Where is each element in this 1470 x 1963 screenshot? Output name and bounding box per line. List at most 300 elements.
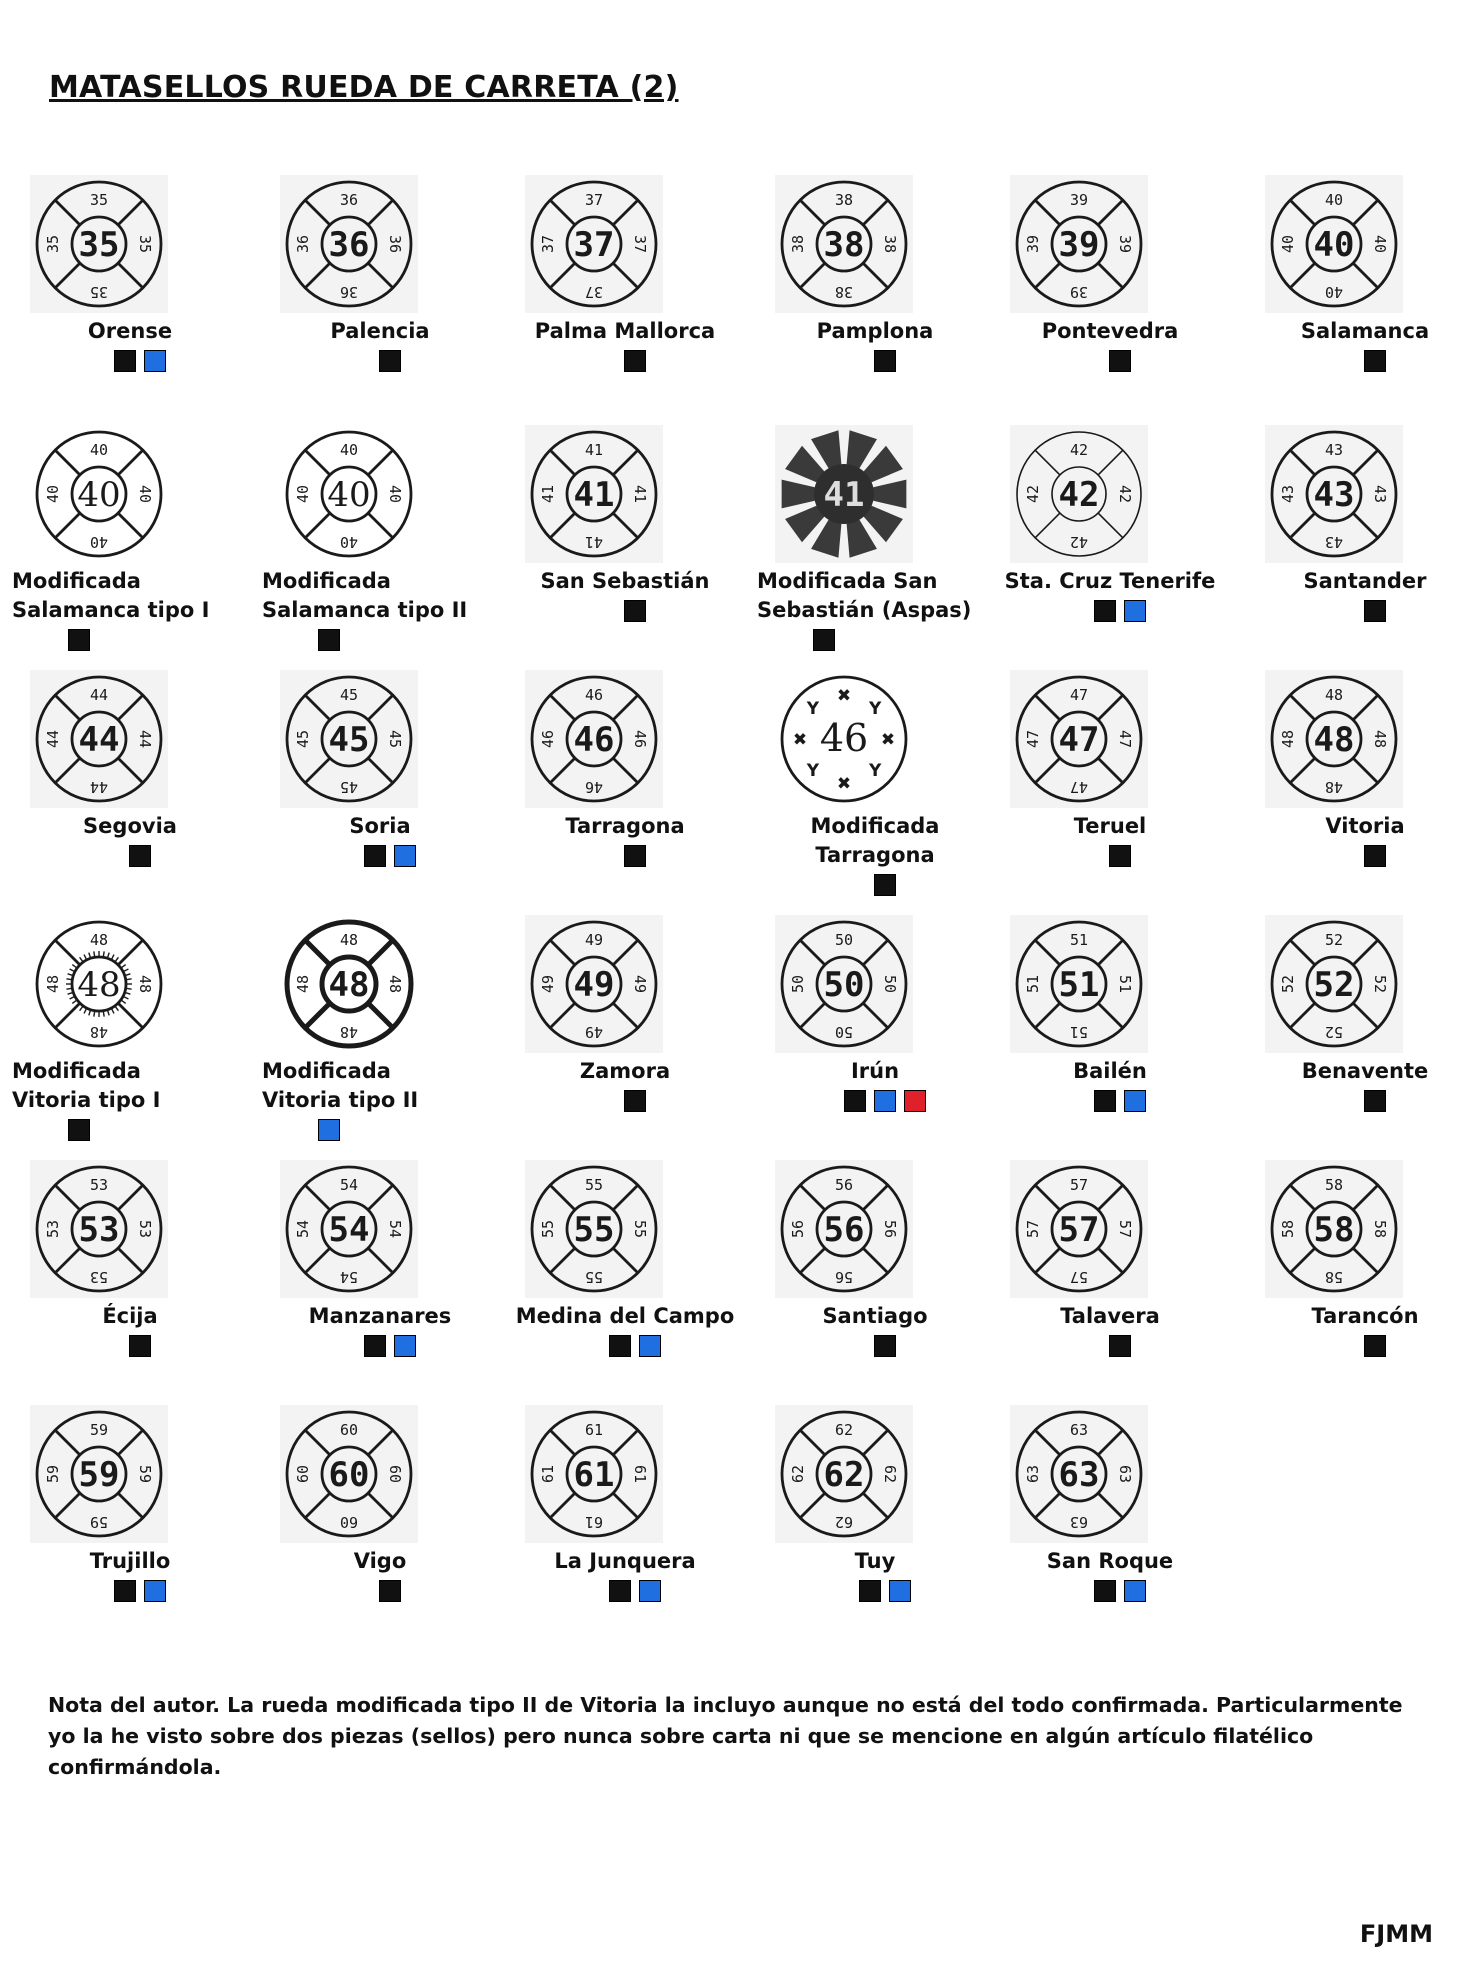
postmark-small-number: 52 xyxy=(1324,931,1344,949)
postmark-small-number: 35 xyxy=(89,283,109,301)
place-name-line: Modificada San xyxy=(757,569,938,593)
ink-colors xyxy=(624,600,646,624)
postmark-drawing xyxy=(287,922,411,1046)
postmark-place-name xyxy=(260,1302,500,1331)
postmark-entry xyxy=(990,175,1230,415)
place-name-line: Tarragona xyxy=(815,843,935,867)
postmark-small-number: 41 xyxy=(584,533,604,551)
postmark-drawing xyxy=(782,1167,906,1291)
place-name-line: Irún xyxy=(850,1059,900,1083)
postmark-drawing xyxy=(287,1412,411,1536)
postmark-small-number: 37 xyxy=(539,234,557,254)
postmark-entry xyxy=(505,915,745,1155)
black-ink-swatch xyxy=(844,1090,866,1112)
postmark-image xyxy=(30,425,168,563)
postmark-small-number: 51 xyxy=(1069,1023,1089,1041)
postmark-small-number: 57 xyxy=(1069,1268,1089,1286)
postmark-small-number: 51 xyxy=(1024,974,1042,994)
postmark-image xyxy=(1010,1405,1148,1543)
postmark-place-name xyxy=(755,317,995,346)
postmark-small-number: 40 xyxy=(1324,191,1344,209)
postmark-image xyxy=(1010,175,1148,313)
place-name-line: Santiago xyxy=(822,1304,928,1328)
postmark-entry xyxy=(260,670,500,910)
postmark-drawing xyxy=(287,432,411,556)
blue-ink-swatch xyxy=(318,1119,340,1141)
postmark-entry xyxy=(10,1405,250,1645)
postmark-small-number: 44 xyxy=(136,729,154,749)
postmark-number: 48 xyxy=(1313,720,1355,760)
place-name-line: Soria xyxy=(349,814,411,838)
black-ink-swatch xyxy=(609,1580,631,1602)
postmark-drawing xyxy=(287,182,411,306)
postmark-entry xyxy=(505,425,745,665)
postmark-small-number: 52 xyxy=(1324,1023,1344,1041)
postmark-image xyxy=(280,1160,418,1298)
postmark-image xyxy=(280,1405,418,1543)
postmark-entry xyxy=(755,425,995,665)
postmark-place-name xyxy=(755,812,995,870)
postmark-drawing xyxy=(782,922,906,1046)
svg-text:✖: ✖ xyxy=(836,774,852,794)
postmark-small-number: 48 xyxy=(339,931,359,949)
ink-colors xyxy=(1109,845,1131,869)
postmark-small-number: 47 xyxy=(1116,729,1134,749)
postmark-place-name xyxy=(1245,317,1470,346)
black-ink-swatch xyxy=(624,350,646,372)
ink-colors xyxy=(874,874,896,898)
ink-colors xyxy=(1364,350,1386,374)
postmark-drawing xyxy=(37,1412,161,1536)
place-name-line: Palma Mallorca xyxy=(534,319,716,343)
ink-colors xyxy=(1364,1090,1386,1114)
postmark-small-number: 40 xyxy=(1371,234,1389,254)
postmark-number: 53 xyxy=(78,1210,120,1250)
postmark-place-name xyxy=(990,812,1230,841)
ink-colors xyxy=(1109,350,1131,374)
black-ink-swatch xyxy=(624,600,646,622)
postmark-small-number: 39 xyxy=(1024,234,1042,254)
postmark-drawing xyxy=(532,677,656,801)
postmark-small-number: 42 xyxy=(1069,441,1089,459)
place-name-line: Sta. Cruz Tenerife xyxy=(1004,569,1216,593)
postmark-small-number: 55 xyxy=(631,1219,649,1239)
postmark-small-number: 42 xyxy=(1116,484,1134,504)
postmark-small-number: 56 xyxy=(881,1219,899,1239)
postmark-image xyxy=(30,1405,168,1543)
black-ink-swatch xyxy=(1109,350,1131,372)
postmark-small-number: 39 xyxy=(1116,234,1134,254)
postmark-small-number: 48 xyxy=(1324,778,1344,796)
postmark-entry xyxy=(990,425,1230,665)
postmark-drawing xyxy=(532,432,656,556)
place-name-line: Manzanares xyxy=(308,1304,452,1328)
postmark-entry xyxy=(260,1160,500,1400)
postmark-small-number: 49 xyxy=(584,1023,604,1041)
black-ink-swatch xyxy=(609,1335,631,1357)
postmark-drawing xyxy=(1017,182,1141,306)
ink-colors xyxy=(1109,1335,1131,1359)
place-name-line: Salamanca xyxy=(1300,319,1430,343)
postmark-drawing xyxy=(532,1412,656,1536)
postmark-small-number: 44 xyxy=(89,686,109,704)
blue-ink-swatch xyxy=(394,1335,416,1357)
postmark-small-number: 37 xyxy=(631,234,649,254)
postmark-small-number: 63 xyxy=(1069,1421,1089,1439)
postmark-place-name xyxy=(990,1547,1230,1576)
place-name-line: Sebastián (Aspas) xyxy=(757,598,972,622)
postmark-image xyxy=(1010,425,1148,563)
postmark-small-number: 40 xyxy=(339,441,359,459)
postmark-small-number: 56 xyxy=(789,1219,807,1239)
postmark-place-name xyxy=(10,1547,250,1576)
black-ink-swatch xyxy=(874,350,896,372)
ink-colors xyxy=(1094,1090,1146,1114)
postmark-entry xyxy=(505,670,745,910)
postmark-number: 38 xyxy=(823,225,865,265)
postmark-small-number: 38 xyxy=(789,234,807,254)
postmark-number: 40 xyxy=(77,475,121,515)
postmark-entry xyxy=(990,1405,1230,1645)
postmark-number: 51 xyxy=(1058,965,1100,1005)
postmark-place-name xyxy=(755,1547,995,1576)
postmark-small-number: 59 xyxy=(44,1464,62,1484)
postmark-small-number: 41 xyxy=(631,484,649,504)
postmark-place-name xyxy=(505,1547,745,1576)
blue-ink-swatch xyxy=(144,1580,166,1602)
postmark-small-number: 62 xyxy=(834,1513,854,1531)
postmark-small-number: 45 xyxy=(339,686,359,704)
postmark-entry xyxy=(755,915,995,1155)
place-name-line: Vigo xyxy=(353,1549,407,1573)
place-name-line: Écija xyxy=(102,1304,158,1328)
postmark-place-name xyxy=(260,812,500,841)
postmark-small-number: 49 xyxy=(539,974,557,994)
postmark-number: 42 xyxy=(1058,475,1100,515)
postmark-entry xyxy=(505,175,745,415)
place-name-line: Tarancón xyxy=(1311,1304,1419,1328)
postmark-image xyxy=(775,1160,913,1298)
postmark-small-number: 46 xyxy=(584,686,604,704)
postmark-number: 46 xyxy=(573,720,615,760)
ink-colors xyxy=(1364,845,1386,869)
postmark-number: 48 xyxy=(77,965,121,1005)
postmark-entry xyxy=(1245,670,1470,910)
postmark-place-name xyxy=(505,567,745,596)
postmark-image xyxy=(525,175,663,313)
postmark-number: 47 xyxy=(1058,720,1100,760)
postmark-small-number: 51 xyxy=(1069,931,1089,949)
postmark-small-number: 42 xyxy=(1024,484,1042,504)
postmark-small-number: 35 xyxy=(136,234,154,254)
postmark-small-number: 63 xyxy=(1116,1464,1134,1484)
black-ink-swatch xyxy=(813,629,835,651)
ink-colors xyxy=(859,1580,911,1604)
postmark-drawing xyxy=(287,1167,411,1291)
place-name-line: Modificada xyxy=(810,814,940,838)
postmark-small-number: 49 xyxy=(631,974,649,994)
ink-colors xyxy=(318,1119,340,1143)
place-name-line: Medina del Campo xyxy=(515,1304,735,1328)
postmark-small-number: 55 xyxy=(539,1219,557,1239)
black-ink-swatch xyxy=(1364,1335,1386,1357)
postmark-image xyxy=(1265,915,1403,1053)
postmark-image xyxy=(280,915,418,1053)
postmark-drawing xyxy=(1272,182,1396,306)
postmark-drawing xyxy=(1017,922,1141,1046)
postmark-entry xyxy=(1245,915,1470,1155)
postmark-small-number: 58 xyxy=(1279,1219,1297,1239)
blue-ink-swatch xyxy=(639,1580,661,1602)
postmark-drawing xyxy=(532,182,656,306)
postmark-small-number: 63 xyxy=(1069,1513,1089,1531)
postmark-place-name xyxy=(262,567,502,625)
postmark-drawing xyxy=(37,182,161,306)
black-ink-swatch xyxy=(364,845,386,867)
postmark-drawing xyxy=(782,677,906,801)
postmark-entry xyxy=(755,175,995,415)
black-ink-swatch xyxy=(68,1119,90,1141)
postmark-number: 60 xyxy=(328,1455,370,1495)
postmark-number: 57 xyxy=(1058,1210,1100,1250)
postmark-small-number: 43 xyxy=(1279,484,1297,504)
postmark-small-number: 40 xyxy=(89,441,109,459)
blue-ink-swatch xyxy=(874,1090,896,1112)
place-name-line: Vitoria xyxy=(1325,814,1405,838)
place-name-line: Trujillo xyxy=(89,1549,171,1573)
postmark-image xyxy=(1265,425,1403,563)
postmark-small-number: 50 xyxy=(789,974,807,994)
place-name-line: Vitoria tipo I xyxy=(12,1088,161,1112)
postmark-small-number: 53 xyxy=(136,1219,154,1239)
postmark-small-number: 48 xyxy=(89,1023,109,1041)
postmark-small-number: 61 xyxy=(631,1464,649,1484)
postmark-small-number: 47 xyxy=(1069,778,1089,796)
place-name-line: Modificada xyxy=(12,1059,141,1083)
place-name-line: Palencia xyxy=(330,319,430,343)
postmark-number: 41 xyxy=(573,475,615,515)
postmark-place-name xyxy=(755,1057,995,1086)
postmark-place-name xyxy=(505,812,745,841)
postmark-number: 40 xyxy=(327,475,371,515)
postmark-entry xyxy=(990,1160,1230,1400)
ink-colors xyxy=(1094,600,1146,624)
postmark-drawing xyxy=(782,1412,906,1536)
ink-colors xyxy=(129,845,151,869)
black-ink-swatch xyxy=(1094,1090,1116,1112)
postmark-small-number: 54 xyxy=(386,1219,404,1239)
ink-colors xyxy=(114,350,166,374)
black-ink-swatch xyxy=(1364,600,1386,622)
postmark-number: 50 xyxy=(823,965,865,1005)
postmark-image xyxy=(280,425,418,563)
postmark-small-number: 52 xyxy=(1371,974,1389,994)
postmark-number: 58 xyxy=(1313,1210,1355,1250)
postmark-image xyxy=(280,175,418,313)
postmark-small-number: 37 xyxy=(584,283,604,301)
postmark-image xyxy=(30,1160,168,1298)
place-name-line: San Roque xyxy=(1046,1549,1174,1573)
postmark-drawing xyxy=(287,677,411,801)
postmark-drawing xyxy=(532,922,656,1046)
black-ink-swatch xyxy=(379,1580,401,1602)
postmark-small-number: 40 xyxy=(339,533,359,551)
blue-ink-swatch xyxy=(639,1335,661,1357)
postmark-image xyxy=(1265,1160,1403,1298)
postmark-small-number: 59 xyxy=(89,1421,109,1439)
postmark-entry xyxy=(260,1405,500,1645)
postmark-small-number: 50 xyxy=(834,1023,854,1041)
postmark-small-number: 36 xyxy=(339,191,359,209)
postmark-small-number: 56 xyxy=(834,1268,854,1286)
postmark-small-number: 40 xyxy=(44,484,62,504)
postmark-place-name xyxy=(1245,812,1470,841)
postmark-number: 59 xyxy=(78,1455,120,1495)
black-ink-swatch xyxy=(129,845,151,867)
author-note: Nota del autor. La rueda modificada tipo II de Vitoria la incluyo aunque no está del todo confirmada. Particularmente yo la he visto sobre dos piezas (sellos) pero nunca sobre carta ni que se mencione en algún artículo filatélico confirmándola. xyxy=(48,1693,1403,1779)
postmark-small-number: 48 xyxy=(44,974,62,994)
red-ink-swatch xyxy=(904,1090,926,1112)
black-ink-swatch xyxy=(859,1580,881,1602)
blue-ink-swatch xyxy=(889,1580,911,1602)
place-name-line: Salamanca tipo I xyxy=(12,598,210,622)
svg-text:✖: ✖ xyxy=(792,730,808,750)
postmark-small-number: 63 xyxy=(1024,1464,1042,1484)
postmark-entry xyxy=(10,915,250,1155)
black-ink-swatch xyxy=(318,629,340,651)
postmark-small-number: 53 xyxy=(44,1219,62,1239)
postmark-entry xyxy=(1245,175,1470,415)
postmark-small-number: 53 xyxy=(89,1176,109,1194)
blue-ink-swatch xyxy=(1124,1090,1146,1112)
place-name-line: La Junquera xyxy=(554,1549,696,1573)
blue-ink-swatch xyxy=(1124,1580,1146,1602)
postmark-small-number: 35 xyxy=(44,234,62,254)
postmark-small-number: 40 xyxy=(89,533,109,551)
postmark-image xyxy=(280,670,418,808)
place-name-line: Zamora xyxy=(579,1059,671,1083)
postmark-image xyxy=(775,425,913,563)
postmark-small-number: 62 xyxy=(834,1421,854,1439)
postmark-drawing xyxy=(782,430,907,558)
postmark-place-name xyxy=(990,317,1230,346)
black-ink-swatch xyxy=(364,1335,386,1357)
postmark-image xyxy=(775,915,913,1053)
place-name-line: Modificada xyxy=(12,569,141,593)
postmark-entry xyxy=(1245,1160,1470,1400)
ink-colors xyxy=(609,1580,661,1604)
postmark-small-number: 35 xyxy=(89,191,109,209)
place-name-line: San Sebastián xyxy=(540,569,710,593)
postmark-small-number: 39 xyxy=(1069,191,1089,209)
postmark-small-number: 48 xyxy=(89,931,109,949)
postmark-place-name xyxy=(260,317,500,346)
postmark-entry xyxy=(755,1405,995,1645)
postmark-small-number: 54 xyxy=(294,1219,312,1239)
postmark-place-name xyxy=(10,317,250,346)
postmark-drawing xyxy=(532,1167,656,1291)
postmark-image xyxy=(525,425,663,563)
postmark-small-number: 42 xyxy=(1069,533,1089,551)
ink-colors xyxy=(68,1119,90,1143)
svg-text:✖: ✖ xyxy=(836,686,852,706)
postmark-drawing xyxy=(1017,1412,1141,1536)
postmark-small-number: 52 xyxy=(1279,974,1297,994)
svg-text:Y: Y xyxy=(868,761,882,782)
place-name-line: Segovia xyxy=(83,814,177,838)
postmark-small-number: 40 xyxy=(136,484,154,504)
postmark-small-number: 51 xyxy=(1116,974,1134,994)
postmark-image xyxy=(1010,915,1148,1053)
black-ink-swatch xyxy=(1094,1580,1116,1602)
postmark-small-number: 57 xyxy=(1069,1176,1089,1194)
postmark-entry xyxy=(755,1160,995,1400)
postmark-small-number: 61 xyxy=(584,1421,604,1439)
black-ink-swatch xyxy=(379,350,401,372)
postmark-small-number: 40 xyxy=(1324,283,1344,301)
svg-text:Y: Y xyxy=(806,698,820,719)
place-name-line: Bailén xyxy=(1073,1059,1147,1083)
postmark-small-number: 36 xyxy=(339,283,359,301)
page-title: MATASELLOS RUEDA DE CARRETA (2) xyxy=(49,70,679,105)
postmark-small-number: 60 xyxy=(294,1464,312,1484)
postmark-place-name xyxy=(505,1302,745,1331)
postmark-image xyxy=(775,175,913,313)
postmark-small-number: 58 xyxy=(1324,1176,1344,1194)
postmark-number: 49 xyxy=(573,965,615,1005)
black-ink-swatch xyxy=(129,1335,151,1357)
postmark-number: 40 xyxy=(1313,225,1355,265)
postmark-small-number: 62 xyxy=(881,1464,899,1484)
postmark-number: 46 xyxy=(819,716,869,760)
black-ink-swatch xyxy=(68,629,90,651)
postmark-small-number: 57 xyxy=(1024,1219,1042,1239)
postmark-small-number: 56 xyxy=(834,1176,854,1194)
postmark-number: 44 xyxy=(78,720,120,760)
postmark-small-number: 46 xyxy=(584,778,604,796)
black-ink-swatch xyxy=(1109,845,1131,867)
postmark-small-number: 55 xyxy=(584,1176,604,1194)
postmark-small-number: 44 xyxy=(89,778,109,796)
ink-colors xyxy=(624,350,646,374)
ink-colors xyxy=(1364,600,1386,624)
postmark-number: 62 xyxy=(823,1455,865,1495)
blue-ink-swatch xyxy=(144,350,166,372)
postmark-place-name xyxy=(260,1547,500,1576)
postmark-place-name xyxy=(990,1302,1230,1331)
ink-colors xyxy=(1364,1335,1386,1359)
postmark-small-number: 43 xyxy=(1371,484,1389,504)
postmark-place-name xyxy=(12,1057,252,1115)
black-ink-swatch xyxy=(1364,1090,1386,1112)
postmark-small-number: 39 xyxy=(1069,283,1089,301)
postmark-drawing xyxy=(1272,677,1396,801)
postmark-small-number: 54 xyxy=(339,1268,359,1286)
postmark-place-name xyxy=(505,1057,745,1086)
postmark-image xyxy=(525,1405,663,1543)
postmark-small-number: 61 xyxy=(539,1464,557,1484)
blue-ink-swatch xyxy=(1124,600,1146,622)
postmark-image xyxy=(30,915,168,1053)
postmark-place-name xyxy=(505,317,745,346)
postmark-small-number: 38 xyxy=(834,283,854,301)
postmark-small-number: 54 xyxy=(339,1176,359,1194)
postmark-small-number: 45 xyxy=(386,729,404,749)
postmark-small-number: 49 xyxy=(584,931,604,949)
ink-colors xyxy=(609,1335,661,1359)
postmark-small-number: 40 xyxy=(1279,234,1297,254)
place-name-line: Salamanca tipo II xyxy=(262,598,468,622)
